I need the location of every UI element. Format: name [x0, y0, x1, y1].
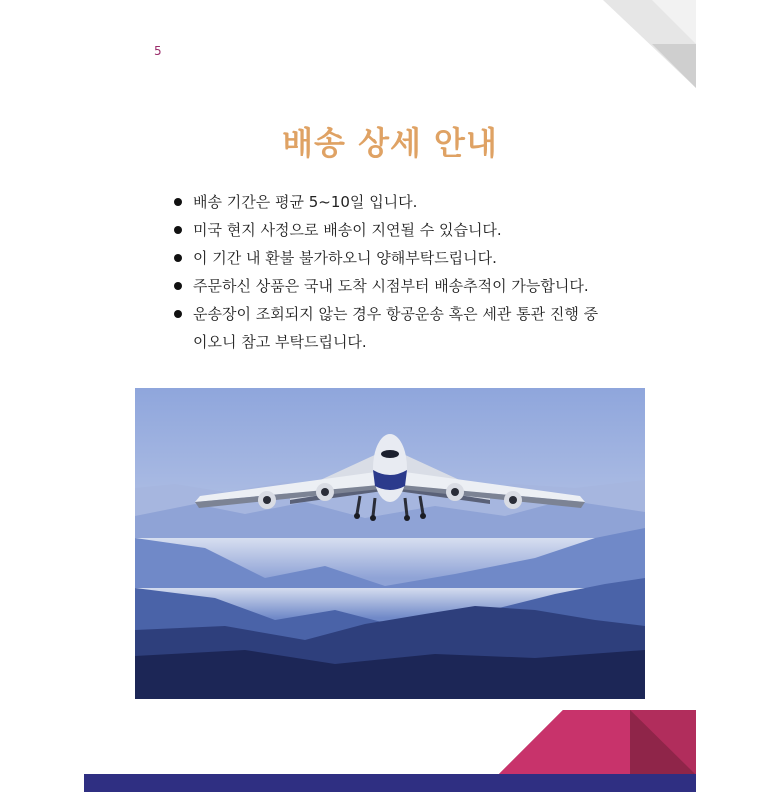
list-item: 운송장이 조회되지 않는 경우 항공운송 혹은 세관 통관 진행 중이오니 참고 부탁드립니다.	[172, 300, 612, 356]
list-item: 주문하신 상품은 국내 도착 시점부터 배송추적이 가능합니다.	[172, 272, 612, 300]
list-item: 배송 기간은 평균 5~10일 입니다.	[172, 188, 612, 216]
list-item: 미국 현지 사정으로 배송이 지연될 수 있습니다.	[172, 216, 612, 244]
bottom-corner-decoration	[498, 710, 696, 775]
page-number: 5	[154, 44, 162, 58]
bullet-icon	[174, 254, 182, 262]
corner-decoration	[603, 0, 696, 88]
bullet-icon	[174, 282, 182, 290]
page-title: 배송 상세 안내	[282, 124, 498, 162]
bullet-list	[172, 188, 612, 356]
bullet-icon	[174, 226, 182, 234]
bullet-icon	[174, 310, 182, 318]
bullet-icon	[174, 198, 182, 206]
footer-bar	[84, 774, 696, 792]
list-item: 이 기간 내 환불 불가하오니 양해부탁드립니다.	[172, 244, 612, 272]
airplane-photo	[135, 388, 645, 699]
